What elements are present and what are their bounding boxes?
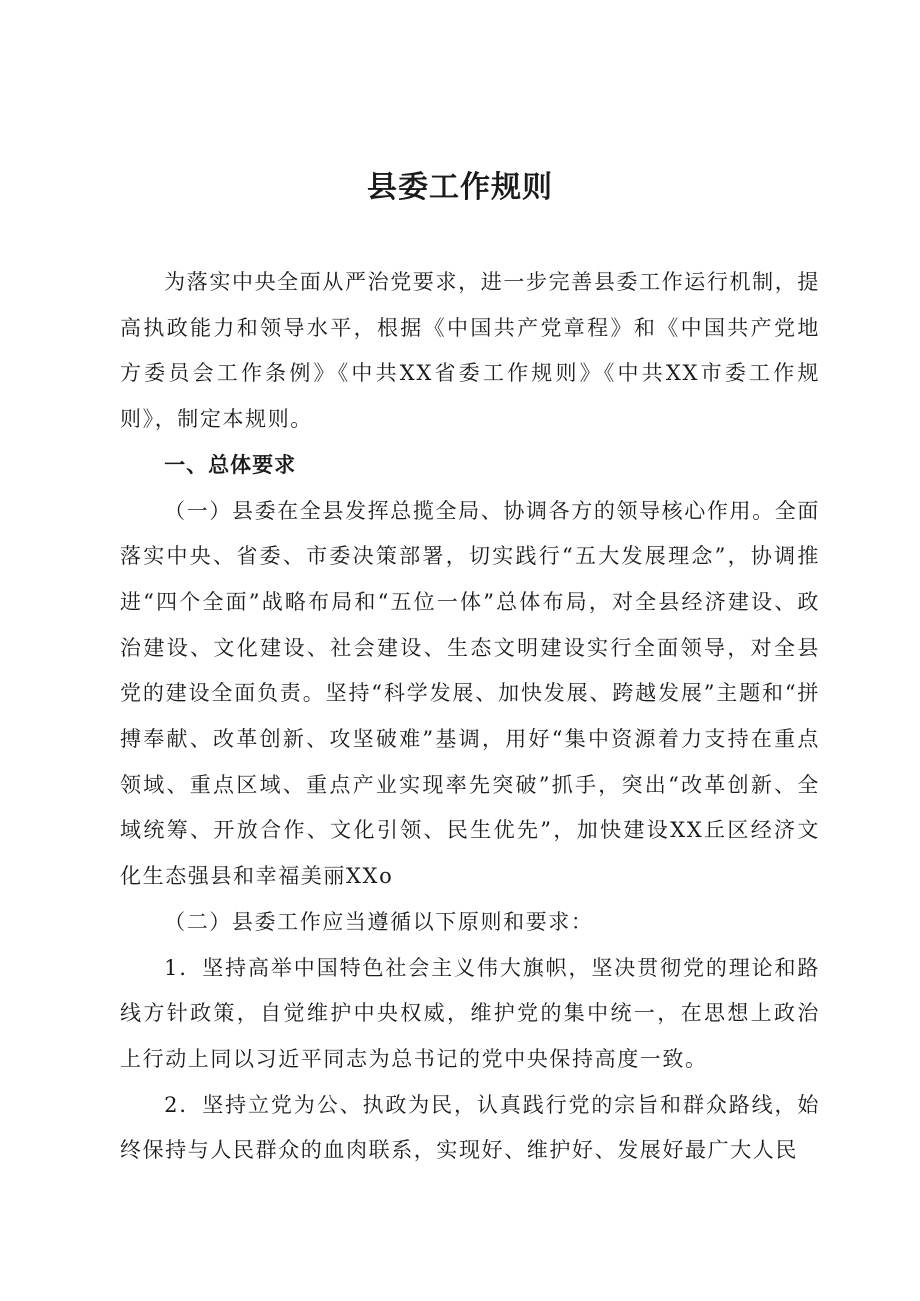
document-title: 县委工作规则 — [367, 170, 553, 205]
principle-paragraph-1: 1．坚持高举中国特色社会主义伟大旗帜，坚决贯彻党的理论和路线方针政策，自觉维护中央权威，维护党的集中统一，在思想上政治上行动上同以习近平同志为总书记的党中央保持高度一致。 — [120, 955, 820, 1071]
document-body — [120, 260, 820, 1174]
preamble-paragraph: 为落实中央全面从严治党要求，进一步完善县委工作运行机制，提高执政能力和领导水平，根据《中国共产党章程》和《中国共产党地方委员会工作条例》《中共XX省委工作规则》《中共XX市委工作规则》，制定本规则。 — [120, 270, 820, 432]
clause-paragraph-2: （二）县委工作应当遵循以下原则和要求： — [164, 909, 594, 934]
section-heading: 一、总体要求 — [164, 452, 297, 477]
principle-paragraph-2: 2．坚持立党为公、执政为民，认真践行党的宗旨和群众路线，始终保持与人民群众的血肉联系，实现好、维护好、发展好最广大人民 — [120, 1092, 820, 1163]
clause-paragraph-1: （一）县委在全县发挥总揽全局、协调各方的领导核心作用。全面落实中央、省委、市委决策部署，切实践行“五大发展理念”，协调推进“四个全面”战略布局和“五位一体”总体布局，对全县经济建设、政治建设、文化建设、社会建设、生态文明建设实行全面领导，对全县党的建设全面负责。坚持“科学发展、加快发展、跨越发展”主题和“拼搏奉献、改革创新、攻坚破难”基调，用好“集中资源着力支持在重点领域、重点区域、重点产业实现率先突破”抓手，突出“改革创新、全域统筹、开放合作、文化引领、民生优先”，加快建设XX丘区经济文化生态强县和幸福美丽XXo — [120, 498, 820, 889]
